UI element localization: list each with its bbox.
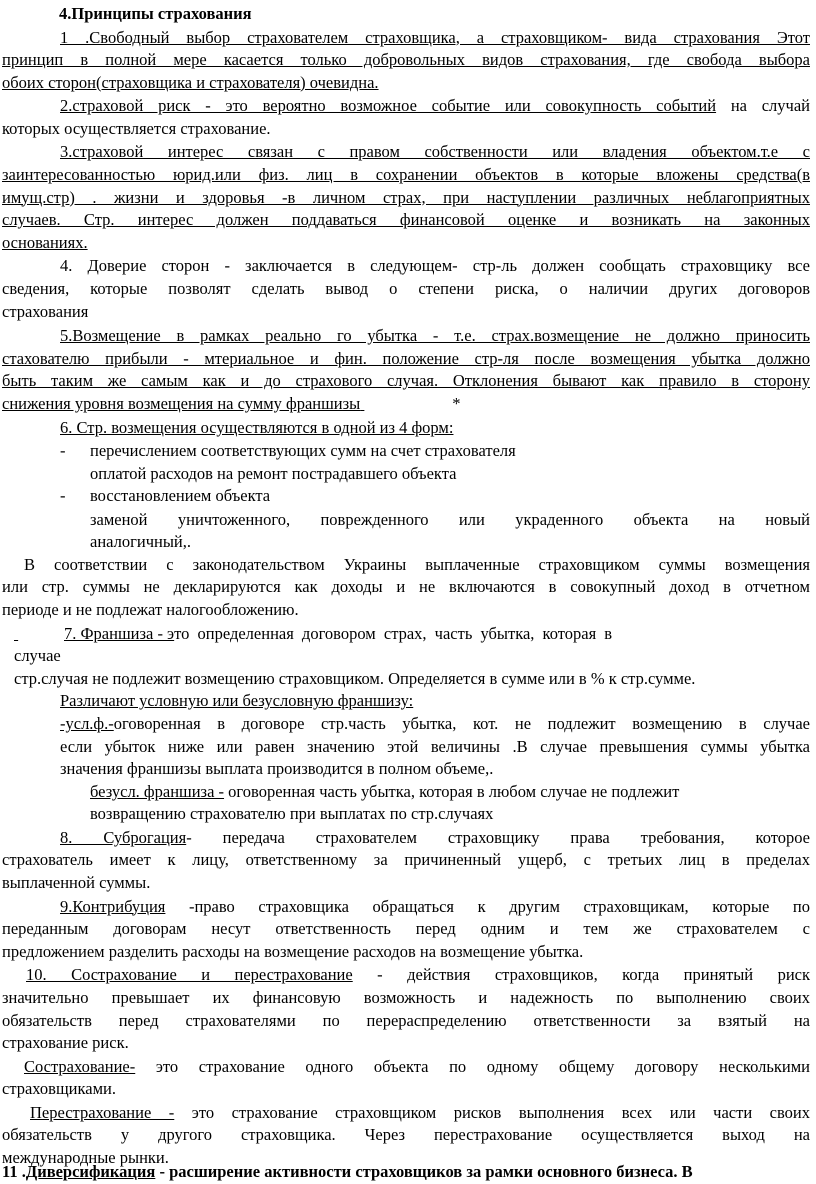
principle-9-line-2: переданным договорам несут ответственность перед одним и тем же страхователем с	[2, 919, 810, 939]
principle-5-line-2: стахователю прибыли - мтериальное и фин. положение стр-ля после возмещения убытка должно	[2, 348, 810, 368]
principle-8-line-2: страхователь имеет к лицу, ответственному за причиненный ущерб, с третьих лиц в пределах	[2, 850, 810, 870]
coinsurance-rest: это страхование одного объекта по одному общему договору несколькими	[135, 1056, 810, 1076]
principle-3-line-2: заинтересованностью юрид.или физ. лиц в сохранении объектов в которые вложены средства(в	[2, 165, 810, 184]
list-dash: -	[60, 486, 66, 506]
diversification-rest: - расширение активности страховщиков за рамки основного бизнеса. В	[155, 1162, 693, 1181]
principle-1-line-2: принцип в полной мере касается только добровольных видов страхования, где свобода выбора	[2, 50, 810, 70]
blank-underline	[360, 392, 448, 416]
diversification-term: Диверсификация	[25, 1162, 156, 1181]
coinsurance-term: Сострахование-	[24, 1056, 136, 1076]
contribution-rest: -право страховщика обращаться к другим страховщикам, которые по	[165, 896, 810, 916]
principle-4-line-2: сведения, которые позволят сделать вывод о степени риска, о наличии других договоров	[2, 278, 810, 298]
principle-2-rest: на случай	[716, 96, 810, 116]
coinsurance-reinsurance-term: 10. Сострахование и перестрахование	[26, 965, 353, 985]
form-item-3: восстановлением объекта	[90, 486, 271, 506]
conditional-franchise-line-1	[60, 712, 810, 736]
principle-8-line-3: выплаченной суммы.	[2, 873, 151, 893]
conditional-franchise-rest: оговоренная в договоре стр.часть убытка, кот. не подлежит возмещению в случае	[113, 713, 810, 733]
reinsurance-rest: это страхование страховщиком рисков выполнения всех или части своих	[174, 1102, 811, 1122]
principle-3-line-3: имущ.стр) . жизни и здоровья -в личном страх, при наступлении различных неблагоприятных	[2, 187, 810, 207]
principle-10-line-4: страхование риск.	[2, 1033, 129, 1053]
principle-11-line	[2, 1160, 693, 1184]
principle-7-rest: то определенная договором страх, часть убытка, которая в	[174, 623, 613, 643]
law-line-3: периоде и не подлежат налогообложению.	[2, 600, 299, 620]
principle-1-line-1: 1 .Свободный выбор страхователем страховщика, а страховщиком- вида страхования Этот	[60, 27, 810, 47]
contribution-term: 9.Контрибуция	[60, 896, 166, 916]
principle-2-line-1	[60, 94, 810, 118]
principle-3-line-4: случаев. Стр. интерес должен поддаваться финансовой оценке и возникать на законных	[2, 210, 810, 230]
principle-5-line-4	[2, 392, 461, 416]
principle-9-line-1	[60, 895, 810, 919]
reinsurance-line-1	[30, 1101, 810, 1125]
heading-text: 4.Принципы страхования	[59, 3, 252, 23]
coinsurance-line-2: страховщиками.	[2, 1079, 116, 1099]
principle-7-line-1	[14, 622, 612, 646]
principle-4-line-1: 4. Доверие сторон - заключается в следующем- стр-ль должен сообщать страховщику все	[60, 256, 810, 276]
footnote-asterisk: *	[452, 393, 461, 413]
principle-7-line-3: стр.случая не подлежит возмещению страховщиком. Определяется в сумме или в % к стр.сумме.	[14, 668, 696, 688]
principle-5-line-3: быть таким же самым как и до страхового случая. Отклонения бывают как правило в сторону	[2, 371, 810, 391]
unconditional-franchise-rest: оговоренная часть убытка, которая в любом случае не подлежит	[224, 781, 680, 801]
principle-6-line-1: 6. Стр. возмещения осуществляются в одной из 4 форм:	[60, 418, 454, 438]
principle-11-number: 11 .	[2, 1162, 26, 1181]
law-line-2: или стр. суммы не декларируются как доходы и не включаются в совокупный доход в отчетном	[2, 577, 810, 597]
subrogation-rest: - передача страхователем страховщику права требования, которое	[186, 827, 810, 847]
principle-2-term: 2.страховой риск - это вероятно возможное событие или совокупность событий	[60, 96, 717, 116]
form-item-2: оплатой расходов на ремонт пострадавшего объекта	[90, 463, 457, 483]
principle-8-line-1	[60, 826, 810, 850]
principle-2-line-2: которых осуществляется страхование.	[2, 118, 271, 138]
principle-7-line-2: случае	[14, 646, 61, 666]
reinsurance-term: Перестрахование -	[30, 1102, 175, 1122]
unconditional-franchise-line-1	[90, 780, 679, 804]
principle-5-line-1: 5.Возмещение в рамках реально го убытка - т.е. страх.возмещение не должно приносить	[60, 326, 810, 346]
principle-4-line-3: страхования	[2, 301, 89, 321]
form-item-4: заменой уничтоженного, поврежденного или украденного объекта на новый	[90, 509, 810, 529]
conditional-franchise-line-3: значения франшизы выплата производится в полном объеме,.	[60, 759, 494, 779]
list-dash: -	[60, 440, 66, 460]
principle-7-term: 7. Франшиза - э	[64, 623, 175, 643]
conditional-franchise-line-2: если убыток ниже или равен значению этой величины .В случае превышения суммы убытка	[60, 736, 810, 756]
franchise-types: Различают условную или безусловную франшизу:	[60, 691, 414, 711]
form-item-4-cont: аналогичный,.	[90, 532, 191, 552]
indent-underline	[14, 622, 64, 646]
section-heading	[59, 2, 252, 26]
principle-5-franchise-text: снижения уровня возмещения на сумму франшизы	[2, 393, 361, 413]
principle-10-line-1	[26, 963, 810, 987]
conditional-franchise-term: -усл.ф.-	[60, 713, 114, 733]
principle-10-line-3: обязательств перед страхователями по перераспределению ответственности за взятый на	[2, 1010, 810, 1030]
principle-10-line-2: значительно превышает их финансовую возможность и надежность по выполнению своих	[2, 987, 810, 1007]
principle-3-line-1: 3.страховой интерес связан с правом собственности или владения объектом.т.е с	[60, 142, 810, 162]
principle-1-line-3: обоих сторон(страховщика и страхователя) очевидна.	[2, 72, 379, 92]
reinsurance-line-2: обязательств у другого страховщика. Через перестрахование осуществляется выход на	[2, 1125, 810, 1145]
law-line-1: В соответствии с законодательством Украины выплаченные страховщиком суммы возмещения	[24, 554, 810, 574]
unconditional-franchise-term: безусл. франшиза -	[90, 781, 225, 801]
coinsurance-line-1	[24, 1055, 810, 1079]
form-item-1: перечислением соответствующих сумм на счет страхователя	[90, 440, 516, 460]
principle-10-rest: - действия страховщиков, когда принятый риск	[352, 965, 810, 985]
subrogation-term: 8. Суброгация	[60, 827, 187, 847]
reinsurance-line-3: международные рынки.	[2, 1147, 169, 1167]
unconditional-franchise-line-2: возвращению страхователю при выплатах по стр.случаях	[90, 804, 494, 824]
principle-9-line-3: предложением разделить расходы на возмещение расходов на возмещение убытка.	[2, 941, 584, 961]
principle-3-line-5: основаниях.	[2, 232, 88, 252]
